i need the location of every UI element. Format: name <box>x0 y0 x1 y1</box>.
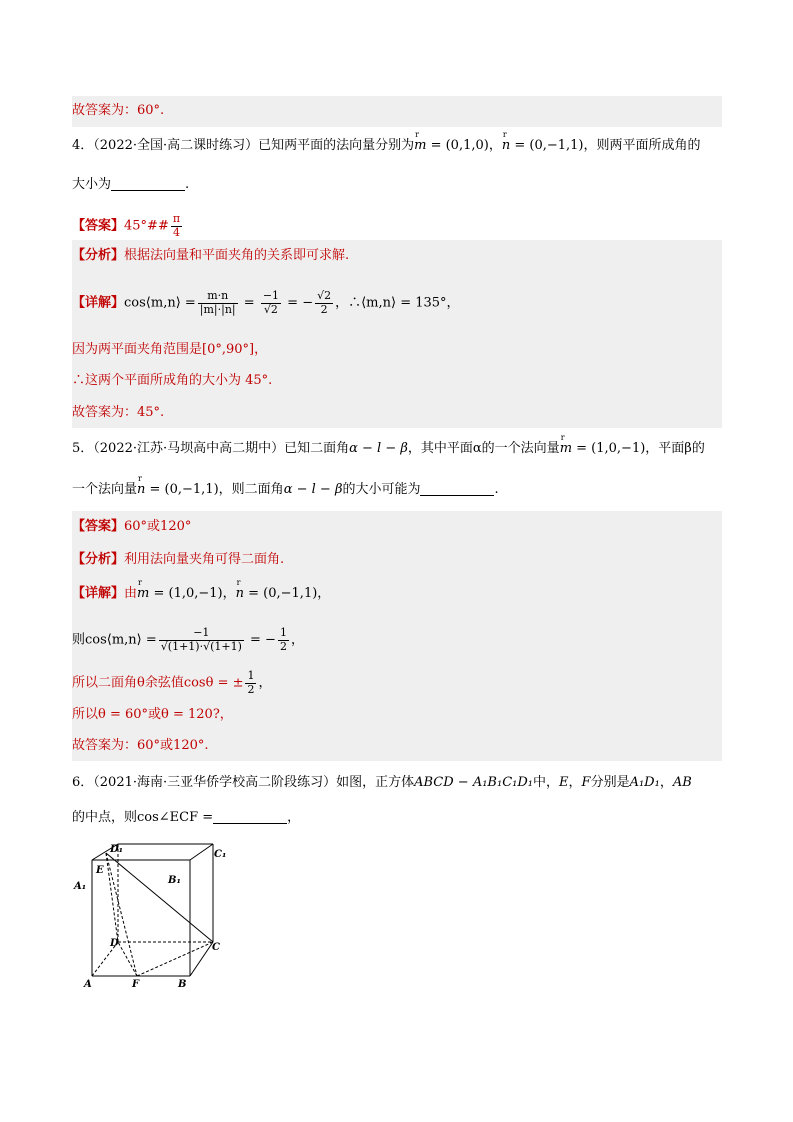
q6-comma2: ， <box>659 775 673 790</box>
answer-block-q3 <box>72 96 722 127</box>
q5-answer-tag: 【答案】 <box>72 519 125 534</box>
q4-detail <box>72 290 460 316</box>
label-a1: A₁ <box>74 881 87 892</box>
label-d: D <box>110 938 119 949</box>
q4-conclusion-line: ∴这两个平面所成角的大小为 45°. <box>72 373 273 388</box>
q3-final: 故答案为：60°. <box>72 103 165 118</box>
q5-detail <box>72 587 330 600</box>
q4-answer-den: 4 <box>172 225 180 239</box>
edge-b1-c1 <box>190 844 213 860</box>
cube-figure <box>70 838 240 993</box>
q4-answer-text: 45°## <box>124 218 169 234</box>
q6-point-f: F <box>581 775 591 790</box>
q6-segment-a1d1: A₁D₁ <box>629 775 660 790</box>
q5-analysis-tag: 【分析】 <box>72 552 125 567</box>
q5-dot: . <box>494 482 499 497</box>
q5-theta-line: 所以θ = 60°或θ = 120?， <box>72 707 233 722</box>
q5-detail-m-value: = (1,0,−1)， <box>149 586 236 601</box>
q5-final: 故答案为：60°或120°. <box>72 738 209 753</box>
q5-answer <box>72 520 191 533</box>
q4-f2-num: −1 <box>262 289 280 302</box>
q4-angle-tail: ，∴⟨m,n⟩ = 135°， <box>335 295 460 311</box>
q5-cos-left: 则cos⟨m,n⟩ = <box>72 632 157 648</box>
q6-tail: ， <box>287 810 301 825</box>
q4-range-line: 因为两平面夹角范围是[0°,90°]， <box>72 342 268 357</box>
q4-fraction-2 <box>261 290 281 316</box>
q5-detail-a: 由 <box>124 586 138 601</box>
label-e: E <box>96 865 104 876</box>
q5-cf-tail: ， <box>290 632 304 648</box>
q6-cube: ABCD − A₁B₁C₁D₁ <box>414 775 533 790</box>
q5-ct-den: 2 <box>247 682 255 696</box>
q4-answer-blank <box>111 179 185 191</box>
label-c1: C₁ <box>214 849 227 860</box>
q5-m-value: = (1,0,−1) <box>572 441 646 456</box>
q5-dihedral: α − l − β <box>349 441 408 456</box>
q5-detail-vector-n: r n <box>236 587 244 600</box>
q5-line2b: ，则二面角 <box>218 482 284 497</box>
q4-analysis <box>72 249 349 262</box>
q5-half-num: 1 <box>279 626 287 639</box>
q5-stem-line2 <box>72 483 499 496</box>
q4-stem <box>72 139 701 152</box>
q5-mid: ，其中平面α的一个法向量 <box>407 441 560 456</box>
q6-mid2: 分别是 <box>590 775 630 790</box>
q5-half-fraction <box>278 627 289 653</box>
q5-cos-theta-a: 所以二面角θ余弦值cosθ = ± <box>72 675 244 691</box>
q5-vector-m: r m <box>560 442 572 455</box>
q4-detail-tag: 【详解】 <box>72 295 125 311</box>
q6-stem <box>72 776 692 789</box>
q5-analysis <box>72 553 284 566</box>
q4-fraction-1 <box>198 290 238 316</box>
segment-e-c <box>106 853 213 942</box>
label-b: B <box>178 979 187 990</box>
q4-analysis-text: 根据法向量和平面夹角的关系即可求解. <box>124 248 350 263</box>
segment-f-d <box>118 942 137 976</box>
q4-dot: . <box>185 177 190 192</box>
q5-detail-vector-m: r m <box>137 587 149 600</box>
q5-cos-fraction <box>159 627 244 653</box>
q6-mid: 中， <box>533 775 560 790</box>
q6-line2: 的中点，则cos∠ECF = <box>72 810 214 825</box>
q6-comma: ， <box>568 775 582 790</box>
q5-detail-tag: 【详解】 <box>72 586 125 601</box>
q5-ct-num: 1 <box>247 669 255 682</box>
q5-stem <box>72 442 705 455</box>
segment-e-f <box>106 853 137 976</box>
segment-e-d <box>106 853 118 942</box>
q4-cos-left: cos⟨m,n⟩ = <box>124 295 196 311</box>
q6-stem-line2 <box>72 811 300 824</box>
q5-detail-n-value: = (0,−1,1)， <box>244 586 331 601</box>
label-b1: B₁ <box>168 875 181 886</box>
q5-cf-num: −1 <box>159 627 244 641</box>
q5-cf-eq: = − <box>245 632 276 648</box>
q5-dihedral-2: α − l − β <box>283 482 343 497</box>
q4-answer <box>72 213 184 239</box>
q5-line2c: 的大小可能为 <box>342 482 421 497</box>
q4-m-value: = (0,1,0) <box>426 138 489 153</box>
q4-answer-num: π <box>172 212 181 225</box>
q4-n-value: = (0,−1,1) <box>510 138 584 153</box>
q5-tail: ，平面β的 <box>645 441 705 456</box>
q4-f3-den: 2 <box>320 302 328 316</box>
q4-eq-neg: = − <box>283 295 314 311</box>
q4-analysis-tag: 【分析】 <box>72 248 125 263</box>
label-d1: D₁ <box>110 844 124 855</box>
q5-head: 5．（2022·江苏·马坝高中高二期中）已知二面角 <box>72 441 350 456</box>
q4-f1-den: |m|·|n| <box>199 302 236 316</box>
q4-fraction-3 <box>315 290 333 316</box>
analysis-block-q4 <box>72 240 722 428</box>
label-c: C <box>212 942 220 953</box>
q4-line2: 大小为 <box>72 177 112 192</box>
q6-segment-ab: AB <box>672 775 692 790</box>
q4-vector-n: r n <box>502 139 510 152</box>
q4-vector-m: r m <box>414 139 426 152</box>
q5-half-den: 2 <box>279 639 287 653</box>
q5-answer-blank <box>420 484 494 496</box>
q5-cos-line <box>72 627 304 653</box>
q5-cf-den: √(1+1)·√(1+1) <box>160 639 242 653</box>
q5-cos-theta-tail: ， <box>258 675 272 691</box>
q5-cos-theta-line <box>72 670 272 696</box>
q5-n-value: = (0,−1,1) <box>145 482 219 497</box>
label-a: A <box>84 979 92 990</box>
q4-f2-den: √2 <box>263 302 278 316</box>
q5-answer-text: 60°或120° <box>124 519 192 534</box>
q5-cos-theta-fraction <box>245 670 256 696</box>
q4-tail: ，则两平面所成角的 <box>583 138 701 153</box>
q4-f1-num: m·n <box>198 290 238 304</box>
q4-sep: ， <box>488 138 502 153</box>
q6-head: 6．（2021·海南·三亚华侨学校高二阶段练习）如图，正方体 <box>72 775 415 790</box>
q4-answer-tag: 【答案】 <box>72 218 125 234</box>
q4-head: 4．（2022·全国·高二课时练习）已知两平面的法向量分别为 <box>72 138 415 153</box>
q5-vector-n: r n <box>137 483 145 496</box>
q5-line2a: 一个法向量 <box>72 482 138 497</box>
q4-stem-line2 <box>72 178 189 191</box>
q6-answer-blank <box>213 812 287 824</box>
label-f: F <box>132 979 140 990</box>
q4-f3-num: √2 <box>317 289 332 302</box>
q4-eq: = <box>239 295 259 311</box>
q6-point-e: E <box>559 775 569 790</box>
q4-final: 故答案为：45°. <box>72 405 165 420</box>
q5-analysis-text: 利用法向量夹角可得二面角. <box>124 552 285 567</box>
q4-answer-fraction <box>171 213 182 239</box>
